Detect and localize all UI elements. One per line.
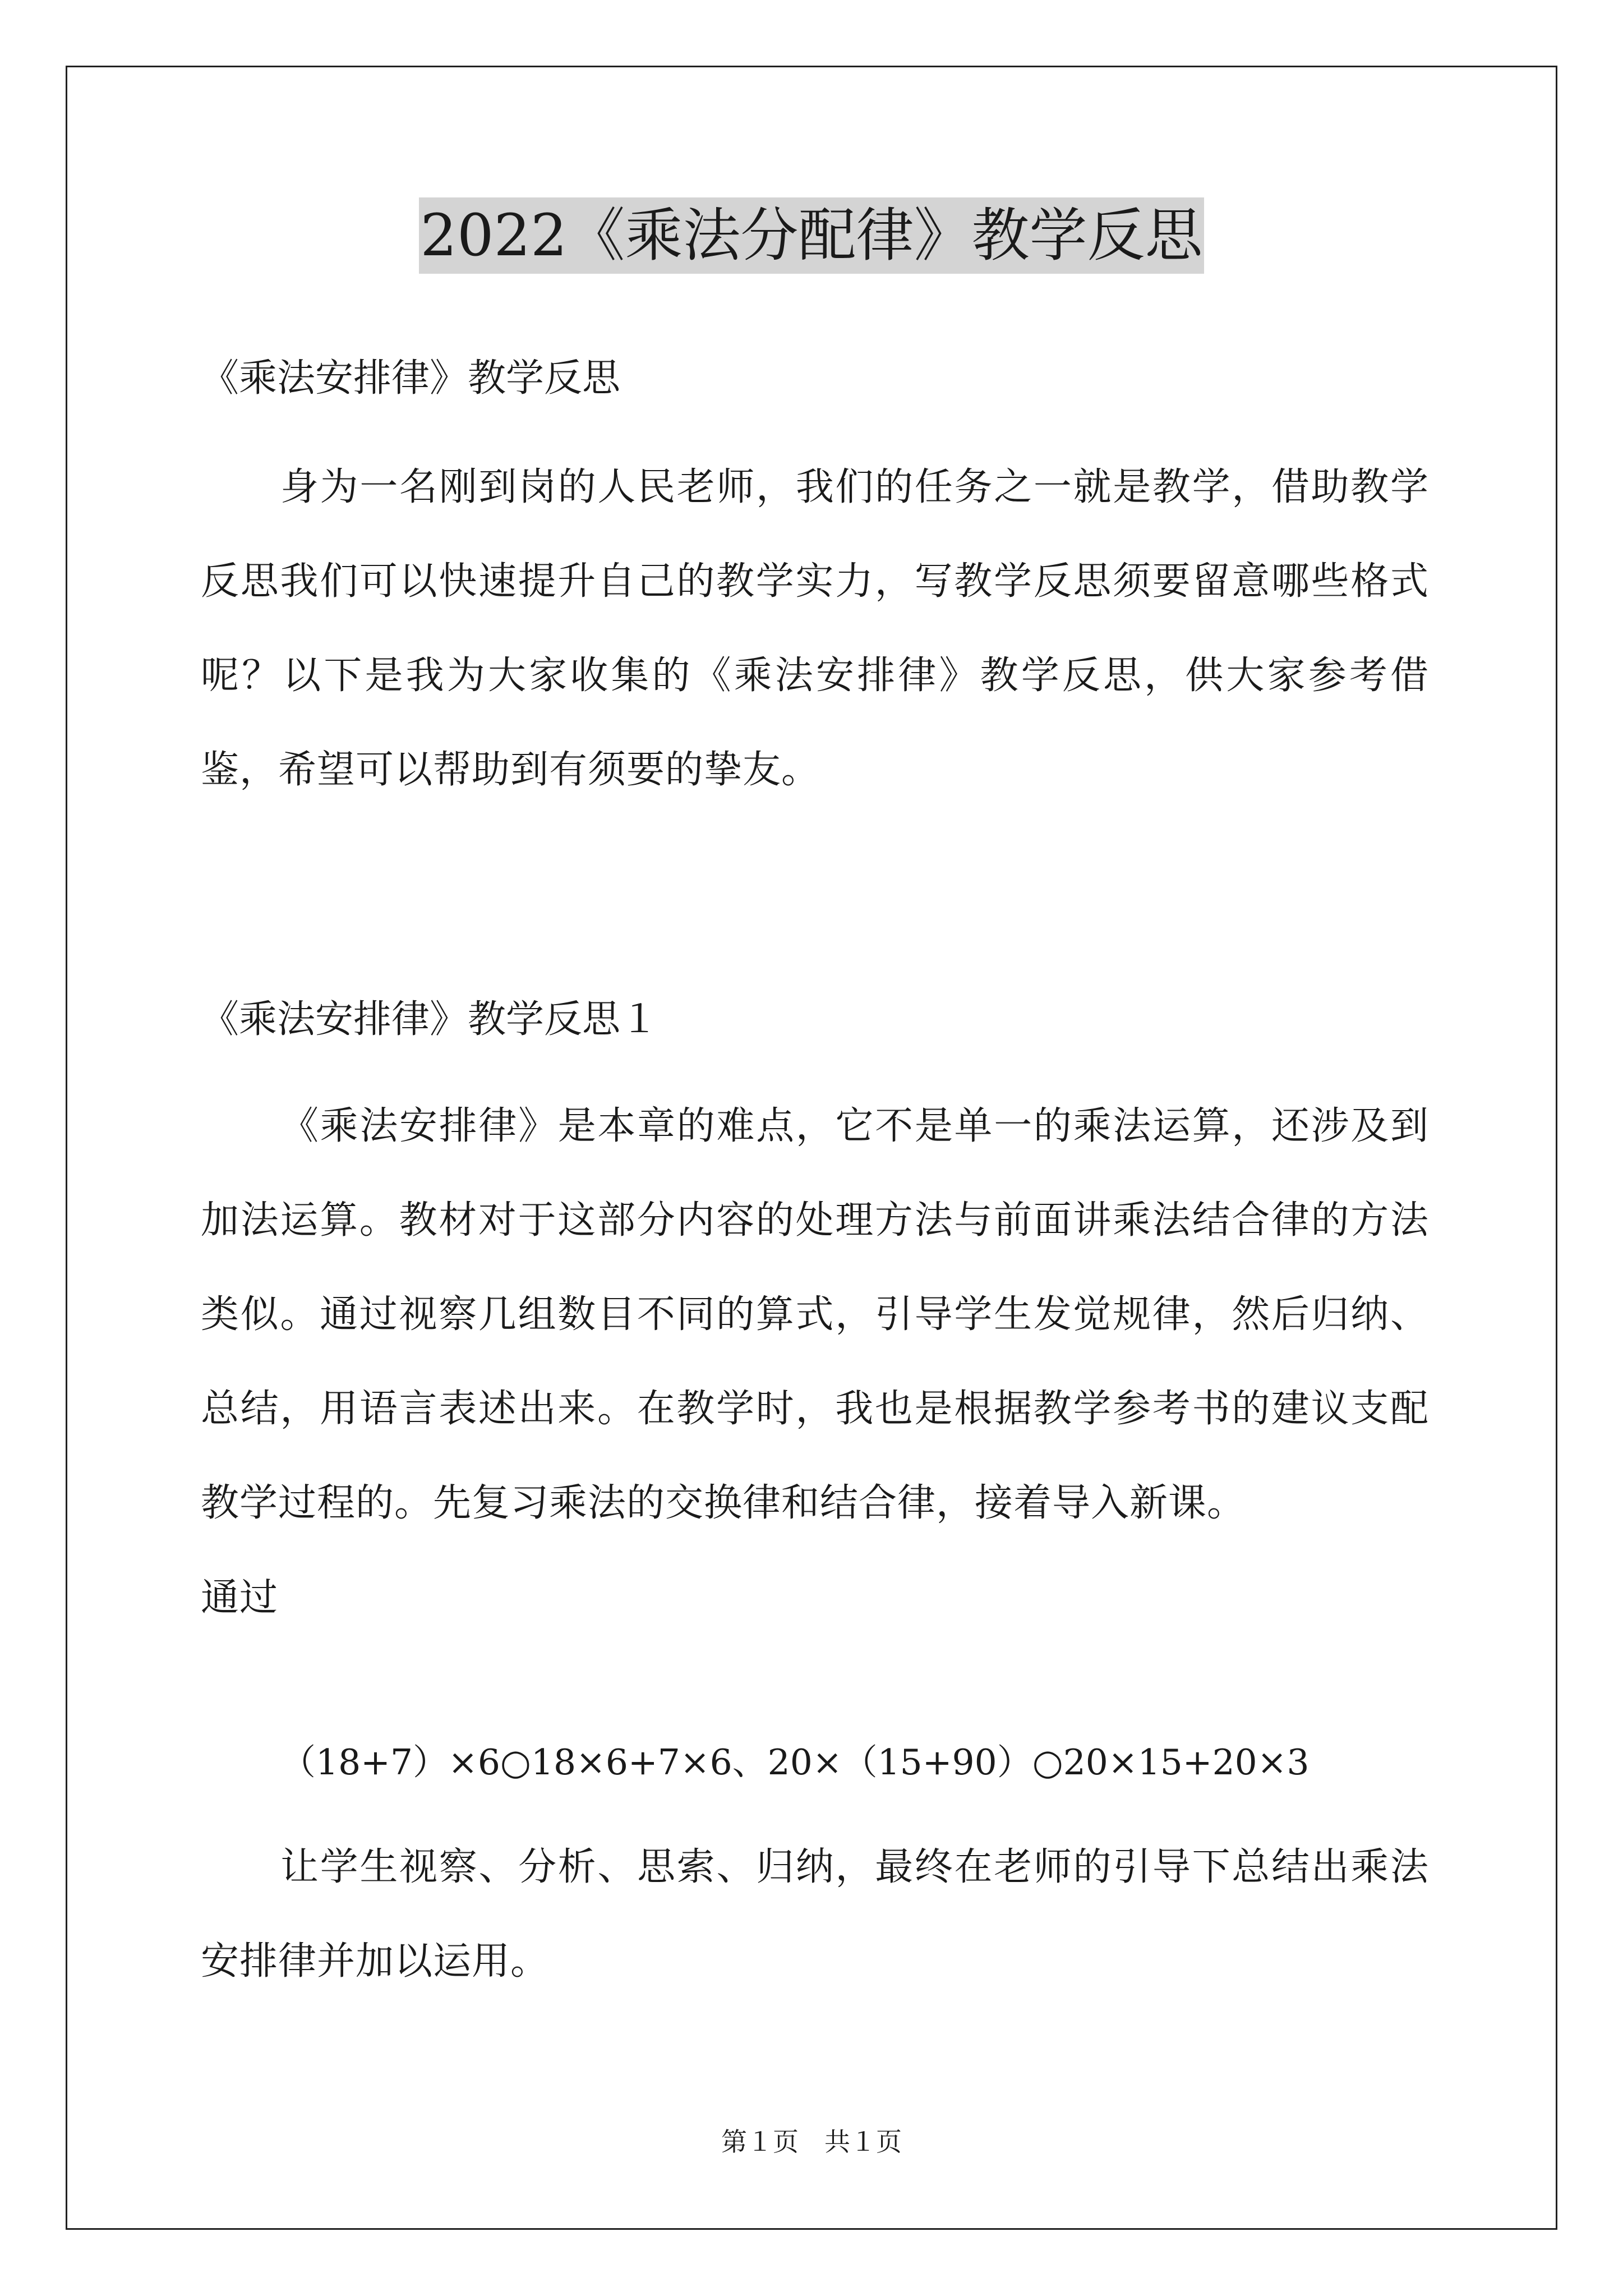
document-title: 2022《乘法分配律》教学反思 [419, 197, 1204, 274]
intro-heading: 《乘法安排律》教学反思 [201, 356, 621, 401]
title-container [0, 197, 1623, 274]
intro-paragraph: 身为一名刚到岗的人民老师，我们的任务之一就是教学，借助教学反思我们可以快速提升自己的教学实力，写教学反思须要留意哪些格式呢？以下是我为大家收集的《乘法安排律》教学反思，供大家参考借鉴，希望可以帮助到有须要的挚友。 [201, 465, 1429, 792]
formula-line: （18+7）×6○18×6+7×6、20×（15+90）○20×15+20×3 [280, 1742, 1310, 1783]
page-footer: 第１页 共１页 [721, 2127, 902, 2157]
section1-paragraph: 《乘法安排律》是本章的难点，它不是单一的乘法运算，还涉及到加法运算。教材对于这部分内容的处理方法与前面讲乘法结合律的方法类似。通过视察几组数目不同的算式，引导学生发觉规律，然后归纳、总结，用语言表述出来。在教学时，我也是根据教学参考书的建议支配教学过程的。先复习乘法的交换律和结合律，接着导入新课。 [201, 1104, 1429, 1525]
section1-heading: 《乘法安排律》教学反思１ [201, 997, 659, 1042]
section1-continuation: 通过 [201, 1576, 279, 1620]
closing-paragraph: 让学生视察、分析、思索、归纳，最终在老师的引导下总结出乘法安排律并加以运用。 [201, 1845, 1429, 1984]
